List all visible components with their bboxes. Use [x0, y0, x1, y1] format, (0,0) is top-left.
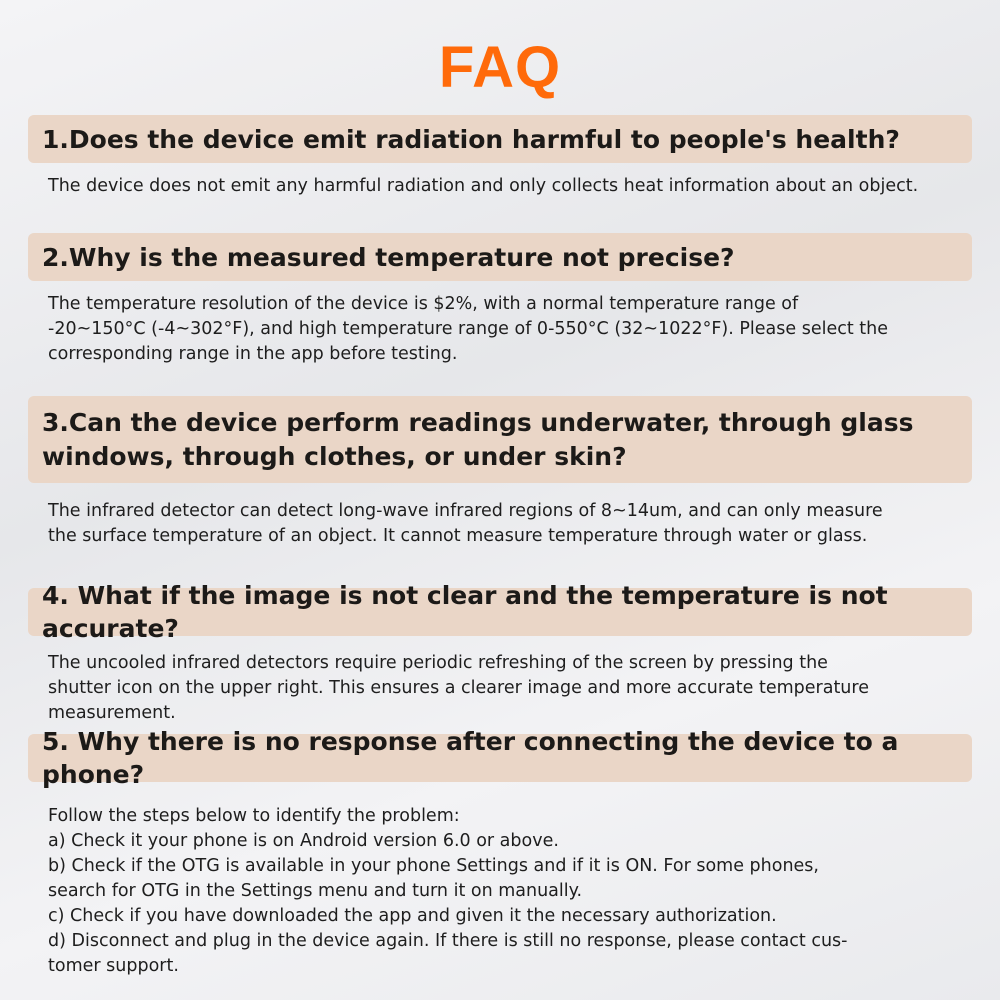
answer-line: search for OTG in the Settings menu and turn it on manually. [48, 881, 583, 901]
answer-line: c) Check if you have downloaded the app and given it the necessary authorization. [48, 906, 777, 926]
faq-question-1: 1.Does the device emit radiation harmful to people's health? [28, 115, 972, 163]
answer-line: tomer support. [48, 956, 179, 976]
faq-answer-1 [48, 174, 983, 199]
faq-question-4: 4. What if the image is not clear and the temperature is not accurate? [28, 588, 972, 636]
answer-line: corresponding range in the app before testing. [48, 344, 458, 364]
faq-answer-5 [48, 804, 983, 979]
answer-line: -20~150°C (-4~302°F), and high temperature range of 0-550°C (32~1022°F). Please select the [48, 319, 889, 339]
answer-line: The device does not emit any harmful radiation and only collects heat information about an object. [48, 176, 919, 196]
answer-line: b) Check if the OTG is available in your phone Settings and if it is ON. For some phones, [48, 856, 819, 876]
faq-answer-4 [48, 651, 983, 726]
answer-line: the surface temperature of an object. It cannot measure temperature through water or glass. [48, 526, 868, 546]
page-title: FAQ [438, 35, 562, 100]
faq-answer-3 [48, 499, 983, 549]
answer-line: The infrared detector can detect long-wave infrared regions of 8~14um, and can only measure [48, 501, 883, 521]
faq-question-3: 3.Can the device perform readings underwater, through glass windows, through clothes, or under skin? [28, 396, 972, 483]
faq-answer-2 [48, 292, 983, 367]
answer-line: Follow the steps below to identify the problem: [48, 806, 460, 826]
answer-line: shutter icon on the upper right. This ensures a clearer image and more accurate temperature [48, 678, 869, 698]
answer-line: The temperature resolution of the device is $2%, with a normal temperature range of [48, 294, 799, 314]
answer-line: The uncooled infrared detectors require periodic refreshing of the screen by pressing the [48, 653, 828, 673]
answer-line: d) Disconnect and plug in the device again. If there is still no response, please contact cus- [48, 931, 848, 951]
faq-question-2: 2.Why is the measured temperature not precise? [28, 233, 972, 281]
faq-question-5: 5. Why there is no response after connecting the device to a phone? [28, 734, 972, 782]
answer-line: a) Check it your phone is on Android version 6.0 or above. [48, 831, 559, 851]
answer-line: measurement. [48, 703, 176, 723]
